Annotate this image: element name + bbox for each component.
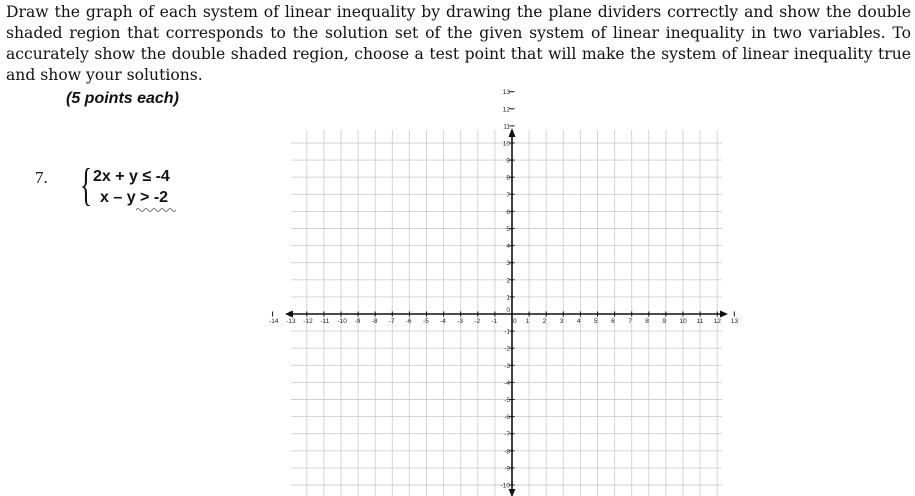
y-tick-labels [501,89,511,496]
x-tick-label: 4 [576,318,581,325]
x-tick-label: -1 [491,318,498,325]
instructions-text: Draw the graph of each system of linear inequality by drawing the plane dividers correctly and show the double shaded region that corresponds to the solution set of the given system of linear inequality in two variables. To accurately show the double shaded region, choose a test point that will make the system of linear inequality true and show your solutions. [6,3,911,84]
y-tick-label: 10 [502,140,510,148]
x-tick-label: -8 [371,318,378,325]
x-tick-label: 0 [513,318,517,325]
y-tick-label: 6 [506,208,510,216]
x-tick-label: -6 [405,318,412,325]
x-tick-label: -3 [457,318,463,325]
y-tick-label: -9 [504,465,510,473]
x-tick-label: 7 [628,318,632,325]
y-tick-label: -7 [504,431,510,439]
y-tick-label: 1 [506,294,510,302]
x-tick-label: 5 [594,318,598,325]
x-tick-label: -7 [388,318,395,325]
x-tick-label: -4 [440,318,446,325]
x-tick-label: 6 [611,318,615,325]
x-tick-label: -9 [354,318,361,325]
inequality-2: x – y > -2 [100,189,169,206]
system-brace: { [80,159,93,210]
x-tick-label: 11 [696,318,704,325]
x-tick-label: -12 [303,318,313,325]
y-tick-label: -1 [504,328,510,336]
y-tick-label: 0 [506,307,510,314]
y-tick-label: -5 [504,397,510,404]
y-tick-label: -10 [500,482,510,490]
y-tick-label: 11 [503,123,510,131]
y-tick-label: -3 [504,362,510,370]
x-tick-label: 8 [645,318,649,325]
x-tick-label: 13 [730,318,739,325]
x-axis-right-arrow [720,311,728,318]
x-tick-label: -2 [474,318,481,325]
y-axis-bottom-arrow [509,489,516,496]
x-tick-label: 10 [679,318,687,325]
x-tick-label: 1 [525,318,530,325]
x-tick-label: -14 [269,318,279,325]
problem-number: 7. [35,168,48,187]
y-tick-label: 8 [506,174,510,182]
y-tick-label: 4 [506,243,510,251]
y-tick-label: 13 [502,89,510,97]
y-tick-label: -6 [504,414,510,422]
y-tick-label: 9 [506,157,510,165]
x-tick-label: -11 [320,318,330,325]
x-tick-labels [269,318,738,325]
x-axis-left-arrow [285,311,293,318]
y-tick-label: 3 [506,260,510,268]
x-tick-label: 2 [542,318,547,325]
y-tick-label: 12 [502,106,510,114]
y-tick-label: -8 [504,448,510,456]
x-tick-label: 12 [713,318,721,325]
y-tick-label: -4 [504,379,510,387]
y-tick-label: 5 [506,226,510,233]
x-tick-label: -13 [286,318,296,325]
y-tick-label: 7 [506,191,510,199]
y-tick-label: -2 [504,345,510,353]
inequality-1: 2x + y ≤ -4 [93,168,170,185]
y-tick-label: 2 [506,277,510,285]
x-tick-label: 9 [662,318,667,325]
x-tick-label: 3 [559,318,564,325]
points-note: (5 points each) [66,90,179,107]
x-tick-label: -5 [423,318,429,325]
x-tick-label: -10 [337,318,347,325]
